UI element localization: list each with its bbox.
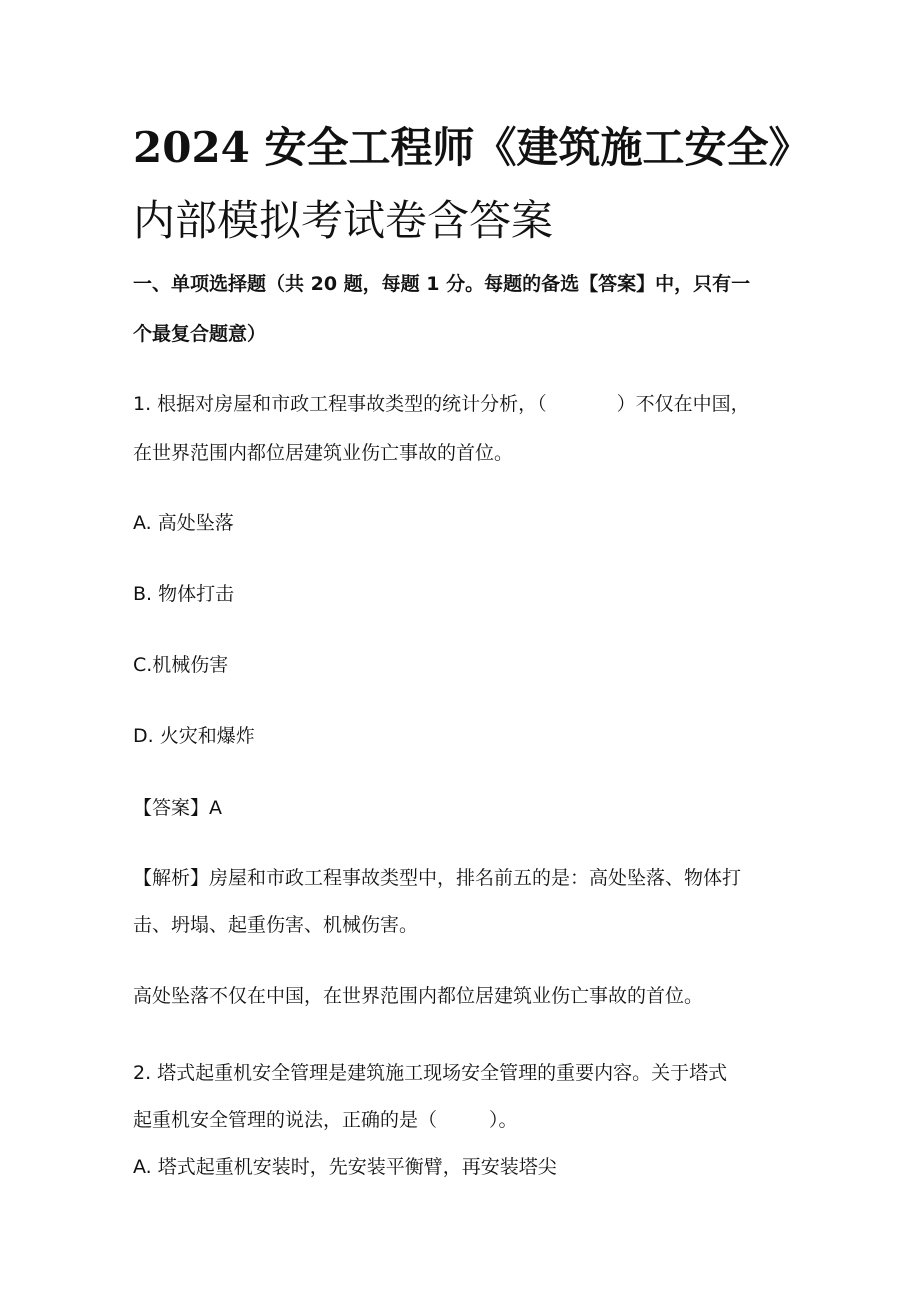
question-2-stem-part-a: 起重机安全管理的说法，正确的是（	[133, 1109, 438, 1131]
question-1-option-a: A. 高处坠落	[133, 512, 234, 534]
question-2-stem-part-b: ）。	[489, 1109, 518, 1131]
question-1-stem-part-b: ）不仅在中国，	[616, 393, 750, 415]
section-heading-line-1: 一、单项选择题（共 20 题，每题 1 分。每题的备选【答案】中，只有一	[133, 273, 751, 295]
question-1-analysis-line-1: 【解析】房屋和市政工程事故类型中，排名前五的是：高处坠落、物体打	[133, 867, 742, 889]
section-heading-line-2: 个最复合题意）	[133, 323, 267, 345]
question-1-analysis-line-3: 高处坠落不仅在中国，在世界范围内都位居建筑业伤亡事故的首位。	[133, 985, 704, 1007]
question-1-option-b: B. 物体打击	[133, 583, 235, 605]
question-2-stem-line-1: 2. 塔式起重机安全管理是建筑施工现场安全管理的重要内容。关于塔式	[133, 1062, 728, 1084]
document-title-line-1: 2024 安全工程师《建筑施工安全》	[133, 123, 811, 172]
question-1-stem-line-2: 在世界范围内都位居建筑业伤亡事故的首位。	[133, 442, 514, 464]
question-2-stem-line-2	[133, 1108, 518, 1132]
question-1-stem-part-a: 1. 根据对房屋和市政工程事故类型的统计分析，（	[133, 393, 547, 415]
question-1-answer: 【答案】A	[133, 797, 222, 819]
question-1-stem-line-1	[133, 392, 750, 416]
question-1-option-c: C.机械伤害	[133, 654, 229, 676]
document-title-line-2: 内部模拟考试卷含答案	[133, 196, 554, 245]
question-2-option-a: A. 塔式起重机安装时，先安装平衡臂，再安装塔尖	[133, 1156, 557, 1178]
question-1-analysis-line-2: 击、坍塌、起重伤害、机械伤害。	[133, 914, 419, 936]
question-1-option-d: D. 火灾和爆炸	[133, 725, 255, 747]
